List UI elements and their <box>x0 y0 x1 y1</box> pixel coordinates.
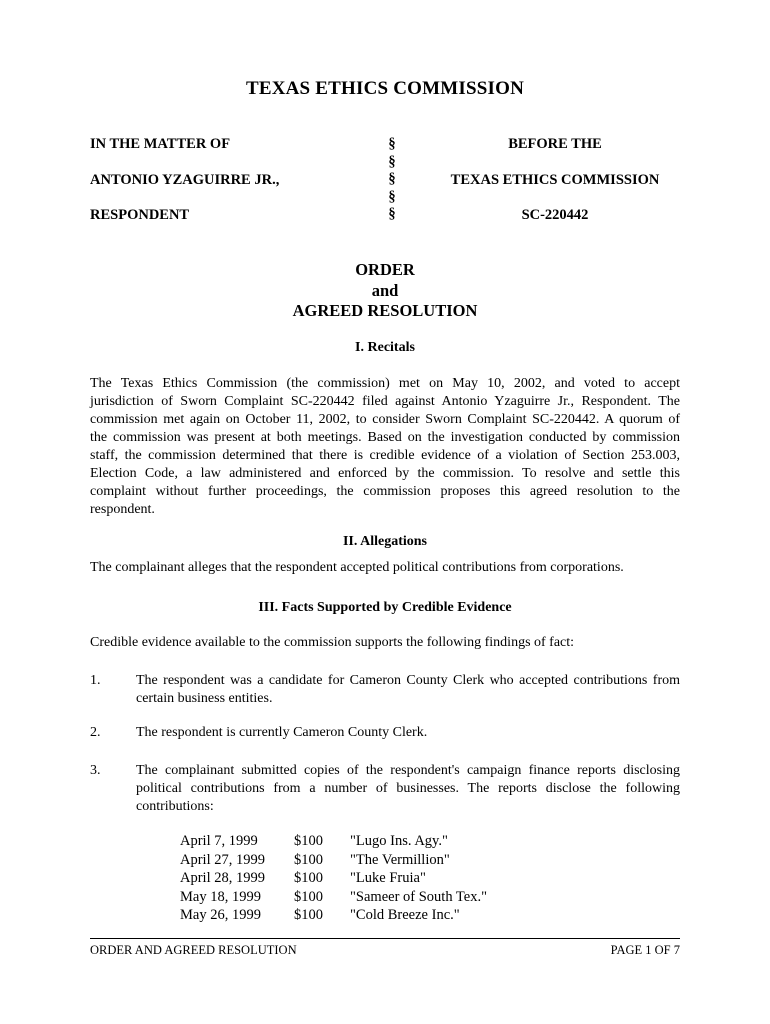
caption-before-label: BEFORE THE <box>508 136 602 152</box>
finding-line: political contributions from a number of businesses. The reports disclose the following <box>136 781 680 796</box>
section-symbol: § <box>388 171 396 188</box>
finding-text <box>136 762 680 816</box>
contribution-contributor: "Luke Fruia" <box>350 870 426 887</box>
caption-section-symbols <box>382 136 402 224</box>
recitals-line: complaint without further proceedings, the commission proposes this agreed resolution to the <box>90 484 680 499</box>
contribution-date: April 27, 1999 <box>180 851 265 868</box>
contribution-date: May 26, 1999 <box>180 907 261 924</box>
recitals-line: jurisdiction of Sworn Complaint SC-220442 filed against Antonio Yzaguirre Jr., Respondent. The <box>90 394 680 409</box>
recitals-line: respondent. <box>90 502 155 517</box>
recitals-heading: I. Recitals <box>355 340 415 355</box>
finding-line: contributions: <box>136 799 214 814</box>
contribution-date: April 7, 1999 <box>180 833 258 849</box>
contribution-contributor: "The Vermillion" <box>350 851 450 868</box>
section-symbol: § <box>388 188 396 205</box>
contribution-amount: $100 <box>294 907 323 924</box>
footer-divider <box>90 938 680 939</box>
case-caption <box>90 136 680 236</box>
caption-respondent-label: RESPONDENT <box>90 207 190 223</box>
contribution-date: May 18, 1999 <box>180 888 261 905</box>
contribution-amount: $100 <box>294 870 323 887</box>
order-line-3: AGREED RESOLUTION <box>292 301 478 320</box>
recitals-line: the commission was present at both meetings. Based on the investigation conducted by commission <box>90 430 680 445</box>
finding-line: The respondent is currently Cameron County Clerk. <box>136 725 428 740</box>
recitals-paragraph <box>90 375 680 519</box>
recitals-line: Election Code, a law administered and enforced by the commission. To resolve and settle this <box>90 466 680 481</box>
caption-matter-label: IN THE MATTER OF <box>90 136 231 152</box>
facts-heading: III. Facts Supported by Credible Evidence <box>258 600 512 615</box>
finding-number: 2. <box>90 725 101 740</box>
contribution-contributor: "Lugo Ins. Agy." <box>350 833 448 849</box>
order-line-1: ORDER <box>355 260 415 279</box>
recitals-line: commission met again on October 11, 2002, to consider Sworn Complaint SC-220442. A quorum of <box>90 412 680 427</box>
document-title: TEXAS ETHICS COMMISSION <box>245 78 525 99</box>
finding-number: 3. <box>90 763 101 778</box>
order-heading <box>0 260 770 322</box>
finding-line: The complainant submitted copies of the respondent's campaign finance reports disclosing <box>136 763 680 778</box>
section-symbol: § <box>388 153 396 170</box>
recitals-line: The Texas Ethics Commission (the commission) met on May 10, 2002, and voted to accept <box>90 376 680 391</box>
contribution-contributor: "Cold Breeze Inc." <box>350 907 460 924</box>
finding-line: certain business entities. <box>136 691 273 706</box>
contribution-contributor: "Sameer of South Tex." <box>350 888 488 905</box>
finding-text <box>136 724 680 742</box>
section-symbol: § <box>388 136 396 152</box>
order-line-2: and <box>371 280 399 300</box>
finding-line: The respondent was a candidate for Cameron County Clerk who accepted contributions from <box>136 673 680 688</box>
allegations-text: The complainant alleges that the respondent accepted political contributions from corporations. <box>90 560 624 575</box>
contribution-amount: $100 <box>294 888 323 905</box>
contribution-amount: $100 <box>294 833 323 849</box>
finding-text <box>136 672 680 708</box>
recitals-line: staff, the commission determined that there is credible evidence of a violation of Section 253.003, <box>90 448 680 463</box>
contribution-date: April 28, 1999 <box>180 870 265 887</box>
caption-case-number: SC-220442 <box>521 207 589 223</box>
footer-page-number: PAGE 1 OF 7 <box>610 943 680 957</box>
caption-respondent-name: ANTONIO YZAGUIRRE JR., <box>90 172 280 188</box>
facts-intro: Credible evidence available to the commission supports the following findings of fact: <box>90 635 575 650</box>
caption-commission-name: TEXAS ETHICS COMMISSION <box>450 172 660 188</box>
section-symbol: § <box>388 206 396 223</box>
footer-document-label: ORDER AND AGREED RESOLUTION <box>90 943 297 957</box>
finding-number: 1. <box>90 673 101 688</box>
allegations-heading: II. Allegations <box>342 534 427 549</box>
contribution-amount: $100 <box>294 851 323 868</box>
